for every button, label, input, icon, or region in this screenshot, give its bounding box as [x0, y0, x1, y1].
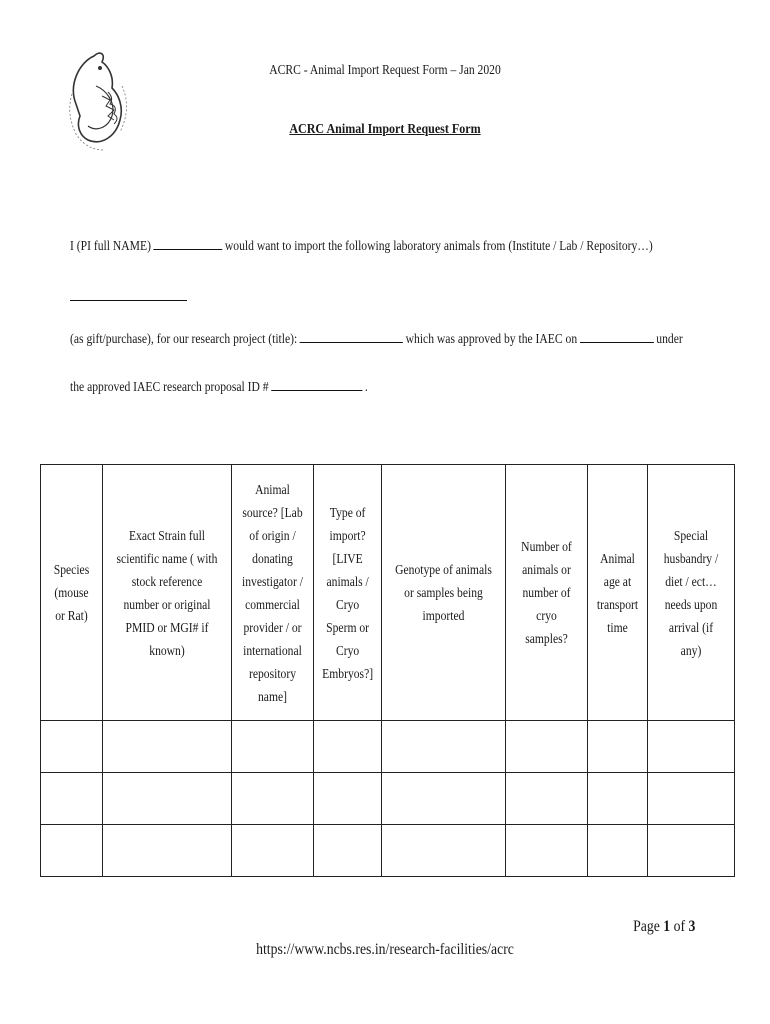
table-cell[interactable] [648, 825, 735, 877]
col-species-header: Species (mouse or Rat) [41, 465, 103, 721]
table-cell[interactable] [588, 825, 648, 877]
project-title-label: (as gift/purchase), for our research project (title): [70, 331, 298, 346]
table-cell[interactable] [41, 721, 103, 773]
col-husbandry-header: Special husbandry / diet / ect… needs upon arrival (if any) [648, 465, 735, 721]
import-source-label: would want to import the following laboratory animals from (Institute / Lab / Repository…) [224, 238, 653, 253]
under-label: under [656, 331, 683, 346]
page-header: ACRC - Animal Import Request Form – Jan 2020 [269, 62, 501, 77]
table-cell[interactable] [506, 825, 588, 877]
col-genotype-header: Genotype of animals or samples being imported [382, 465, 506, 721]
proposal-id-label: the approved IAEC research proposal ID # [70, 379, 269, 394]
table-cell[interactable] [232, 773, 314, 825]
table-cell[interactable] [382, 773, 506, 825]
table-cell[interactable] [314, 825, 382, 877]
table-cell[interactable] [41, 825, 103, 877]
col-age-header: Animal age at transport time [588, 465, 648, 721]
footer-url[interactable]: https://www.ncbs.res.in/research-facilities/acrc [256, 941, 514, 958]
table-cell[interactable] [232, 721, 314, 773]
table-cell[interactable] [506, 721, 588, 773]
pi-name-label: I (PI full NAME) [70, 238, 151, 253]
table-cell[interactable] [232, 825, 314, 877]
col-number-header: Number of animals or number of cryo samples? [506, 465, 588, 721]
table-cell[interactable] [648, 721, 735, 773]
iaec-date-label: which was approved by the IAEC on [405, 331, 578, 346]
proposal-id-field[interactable] [271, 390, 362, 391]
table-cell[interactable] [103, 825, 232, 877]
table-cell[interactable] [382, 721, 506, 773]
table-cell[interactable] [588, 721, 648, 773]
col-strain-header: Exact Strain full scientific name ( with stock reference number or original PMID or MGI# if known) [103, 465, 232, 721]
form-title: ACRC Animal Import Request Form [289, 122, 481, 137]
table-row [41, 773, 735, 825]
table-cell[interactable] [506, 773, 588, 825]
pi-name-field[interactable] [154, 249, 223, 250]
project-title-field[interactable] [300, 342, 403, 343]
table-row [41, 825, 735, 877]
import-source-field[interactable] [70, 300, 187, 301]
table-cell[interactable] [103, 773, 232, 825]
page-number: Page 1 of 3 [632, 918, 695, 935]
animal-import-table [40, 464, 735, 877]
proposal-line [70, 379, 416, 395]
col-source-header: Animal source? [Lab of origin / donating investigator / commercial provider / or international repository name] [232, 465, 314, 721]
table-cell[interactable] [588, 773, 648, 825]
table-row [41, 721, 735, 773]
table-cell[interactable] [314, 773, 382, 825]
period: . [364, 379, 368, 394]
table-header-row [41, 465, 735, 721]
pi-name-line [70, 238, 748, 254]
table-cell[interactable] [648, 773, 735, 825]
table-cell[interactable] [314, 721, 382, 773]
project-line [70, 331, 770, 347]
iaec-date-field[interactable] [580, 342, 654, 343]
col-import-type-header: Type of import? [LIVE animals / Cryo Sperm or Cryo Embryos?] [314, 465, 382, 721]
table-cell[interactable] [103, 721, 232, 773]
table-cell[interactable] [41, 773, 103, 825]
table-cell[interactable] [382, 825, 506, 877]
